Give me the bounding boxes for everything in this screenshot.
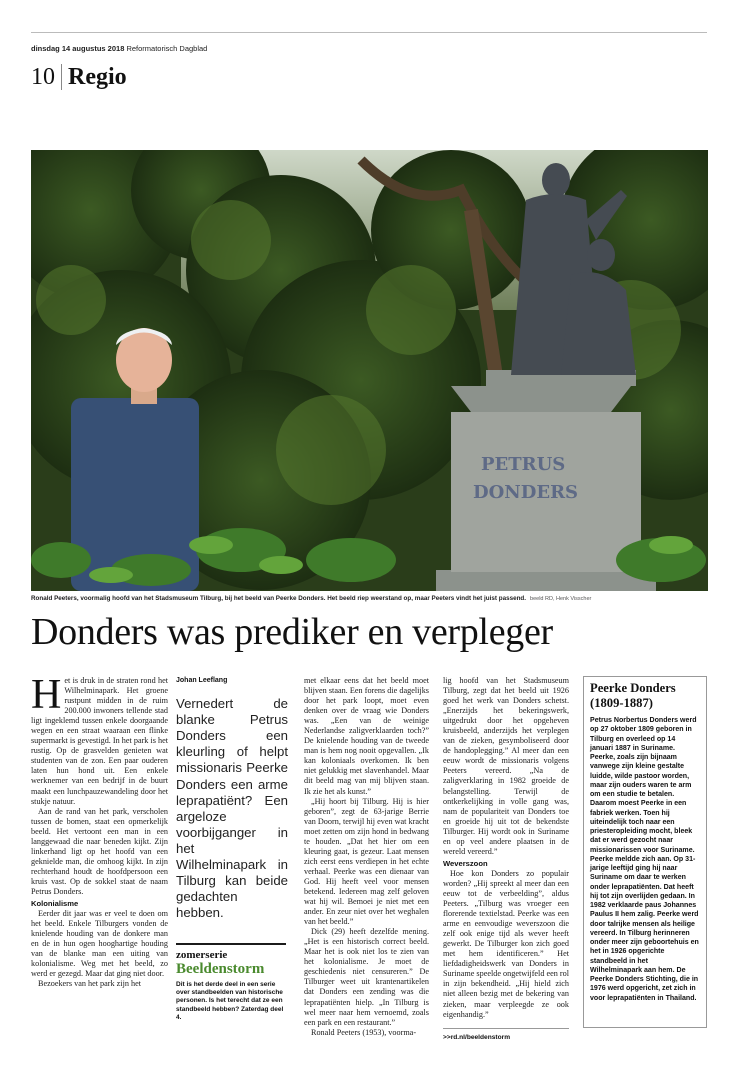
series-box [176, 943, 286, 1022]
web-link[interactable]: >>rd.nl/beeldenstorm [443, 1028, 569, 1043]
subheading: Weverszoon [443, 858, 488, 868]
byline: Johan Leeflang [176, 677, 228, 684]
series-label: zomerserie [176, 949, 228, 961]
paper-name: Reformatorisch Dagblad [126, 44, 208, 53]
paragraph: „Hij hoort bij Tilburg. Hij is hier geboren”, zegt de 63-jarige Berrie van Doorn, terwijl hij even wat kracht moet zetten om zijn hond in bedwang te houden. „Dat het hier om een kleuring gaat, is gezeur. Laat mensen zich eerst eens verdiepen in het echte verhaal. Peerke was een dienaar van God. Hij heeft veel voor mensen betekend. Iedereen mag zelf geloven wat hij wil. Bemoei je niet met een ander. En zeur niet over het weghalen van het beeld.” [304, 796, 429, 927]
feature-photo [31, 150, 708, 591]
paragraph: Aan de rand van het park, verscholen tussen de bomen, staat een opmerkelijk beeld. Het vertoont een man in een langgewaad die naar beneden kijkt. Zijn linkerhand ligt op het hoofd van een geknielde man, die omhoog kijkt. In zijn rechterhand houdt de hoofdpersoon een kruis vast. Op de sokkel staat de naam Petrus Donders. [31, 806, 168, 896]
top-rule [31, 32, 707, 33]
article-column-4 [443, 676, 569, 1043]
issue-date: dinsdag 14 augustus 2018 [31, 44, 125, 53]
photo-credit: beeld RD, Henk Visscher [530, 596, 592, 602]
caption-text: Ronald Peeters, voormalig hoofd van het Stadsmuseum Tilburg, bij het beeld van Peerke Donders. Het beeld riep weerstand op, maar Peeters vindt het juist passend. [31, 595, 527, 602]
section-title: Regio [68, 64, 127, 90]
article-column-2 [176, 676, 288, 921]
series-name: Beeldenstorm [176, 961, 265, 977]
drop-cap: H [31, 672, 62, 718]
pedestal-text-1: PETRUS [481, 454, 566, 475]
page-header [31, 62, 127, 92]
dateline [31, 44, 207, 53]
paragraph: Dick (29) heeft dezelfde mening. „Het is een historisch correct beeld. Maar het is ook niet los te zien van het kolonialisme. Je moet de geschiedenis niet censureren.” De Tilburger weet uit krantenartikelen dat Donders een zending was die leprapatiënten hielp. „In Tilburg is wel meer naar hem vernoemd, zoals een park en een restaurant.” [304, 927, 429, 1027]
series-text: Dit is het derde deel in een serie over standbeelden van historische personen. Is het terecht dat ze een standbeeld hebben? Zaterdag deel 4. [176, 981, 284, 1021]
paragraph: et is druk in de straten rond het Wilhelminapark. Het groene rustpunt midden in de ruim 200.000 inwoners tellende stad ligt ingeklemd tussen enkele doorgaande wegen en een straat waaraan een flinke supermarkt is gevestigd. In het park is het rustig. Op de grasvelden genieten wat studenten van de zon. Een paar ouderen laten hun hond uit. Een enkele werknemer van een bedrijf in de buurt maakt een lunchpauzewandeling door het stukje natuur. [31, 676, 168, 806]
headline: Donders was prediker en verpleger [31, 611, 553, 653]
sidebar-body: Petrus Norbertus Donders werd op 27 oktober 1809 geboren in Tilburg en overleed op 14 januari 1887 in Suriname. Peerke, zoals zijn bijnaam vanwege zijn kleine gestalte luidde, wilde pastoor worden, maar zijn ouders waren te arm om een studie te betalen. Daarom moest Peerke in een fabriek werken. Toen hij uiteindelijk toch naar een priesteropleiding mocht, bleek dat er werd gezocht naar missionarissen voor Suriname. Peerke meldde zich aan. Op 31-jarige leeftijd ging hij naar Suriname om daar te werken onder leprapatiënten. Dat heeft hij tot zijn overlijden gedaan. In 1982 verklaarde paus Johannes Paulus II hem zalig. Peerke werd door talrijke mensen als heilige vereerd. In Tilburg herinneren onder meer zijn geboortehuis en het in 1926 opgerichte standbeeld in het Wilhelminapark aan hem. De Peerke Donders Stichting, die in 1976 werd opgericht, zet zich in voor leprapatiënten in Thailand. [590, 717, 699, 1002]
info-sidebar [583, 676, 707, 1028]
paragraph: lig hoofd van het Stadsmuseum Tilburg, zegt dat het beeld uit 1926 goed het werk van Donders schetst. „Enerzijds het bekeringswerk, uitgedrukt door het opgeheven kruisbeeld, anderzijds het verplegen van de zieken, gesymboliseerd door de handoplegging.” Al meer dan een eeuw wordt de missionaris volgens Peeters vereerd. „Na de zaligverklaring in 1982 groeide de belangstelling. Terwijl de ontkerkelijking in volle gang was, nam de populariteit van Donders toe en groeide hij uit tot de bekendste Tilburger. Hij wordt ook in Suriname en op veel andere plaatsen in de wereld vereerd.” [443, 676, 569, 856]
paragraph: Bezoekers van het park zijn het [38, 979, 141, 989]
intro-text: Vernedert de blanke Petrus Donders een kleurling of helpt missionaris Peerke Donders een arme leprapatiënt? Een argeloze voorbijganger in het Wilhelminapark in Tilburg kan beide gedachten hebben. [176, 696, 288, 921]
sidebar-title: Peerke Donders (1809-1887) [590, 681, 676, 710]
article-column-3 [304, 676, 429, 1038]
subheading: Kolonialisme [31, 899, 79, 909]
paragraph: Eerder dit jaar was er veel te doen om het beeld. Enkele Tilburgers vonden de knielende houding van de donkere man en de in hun ogen hooghartige houding van de blanke man een uiting van kolonialisme. Weg met het beeld, zo werd er gezegd. Maar dat ging niet door. [31, 909, 168, 979]
paragraph: Hoe kon Donders zo populair worden? „Hij spreekt al meer dan een eeuw tot de verbeelding”, aldus Peeters. „Tilburg was vroeger een florerende textielstad. Peerke was een arme en eenvoudige weverszoon die zelf ook enige tijd als wever heeft gewerkt. De Tilburger kon zich goed met hem identificeren.” Het liefdadigheidswerk van Donders in Suriname speelde ongetwijfeld een rol in zijn bekendheid. „Hij hield zich niet alleen bezig met de bekering van zieken, maar verpleegde ze ook eigenhandig.” [443, 868, 569, 1019]
pedestal-text-2: DONDERS [473, 482, 579, 503]
photo-caption [31, 595, 708, 602]
page-number: 10 [31, 64, 62, 90]
paragraph: Ronald Peeters (1953), voorma- [311, 1027, 417, 1037]
paragraph: met elkaar eens dat het beeld moet blijven staan. Een forens die dagelijks door het park loopt, moet even denken over de vraag wie Donders was. „Een van de weinige Nederlandse zaligverklaarden toch?” De knielende houding van de tweede man is hem nog nooit opgevallen. „Ik kan koloniaals overkomen. Ik ben niet gelukkig met slavenhandel. Maar dit beeld mag van mij blijven staan. Ik zie het als kunst.” [304, 676, 429, 796]
article-column-1 [31, 672, 168, 989]
